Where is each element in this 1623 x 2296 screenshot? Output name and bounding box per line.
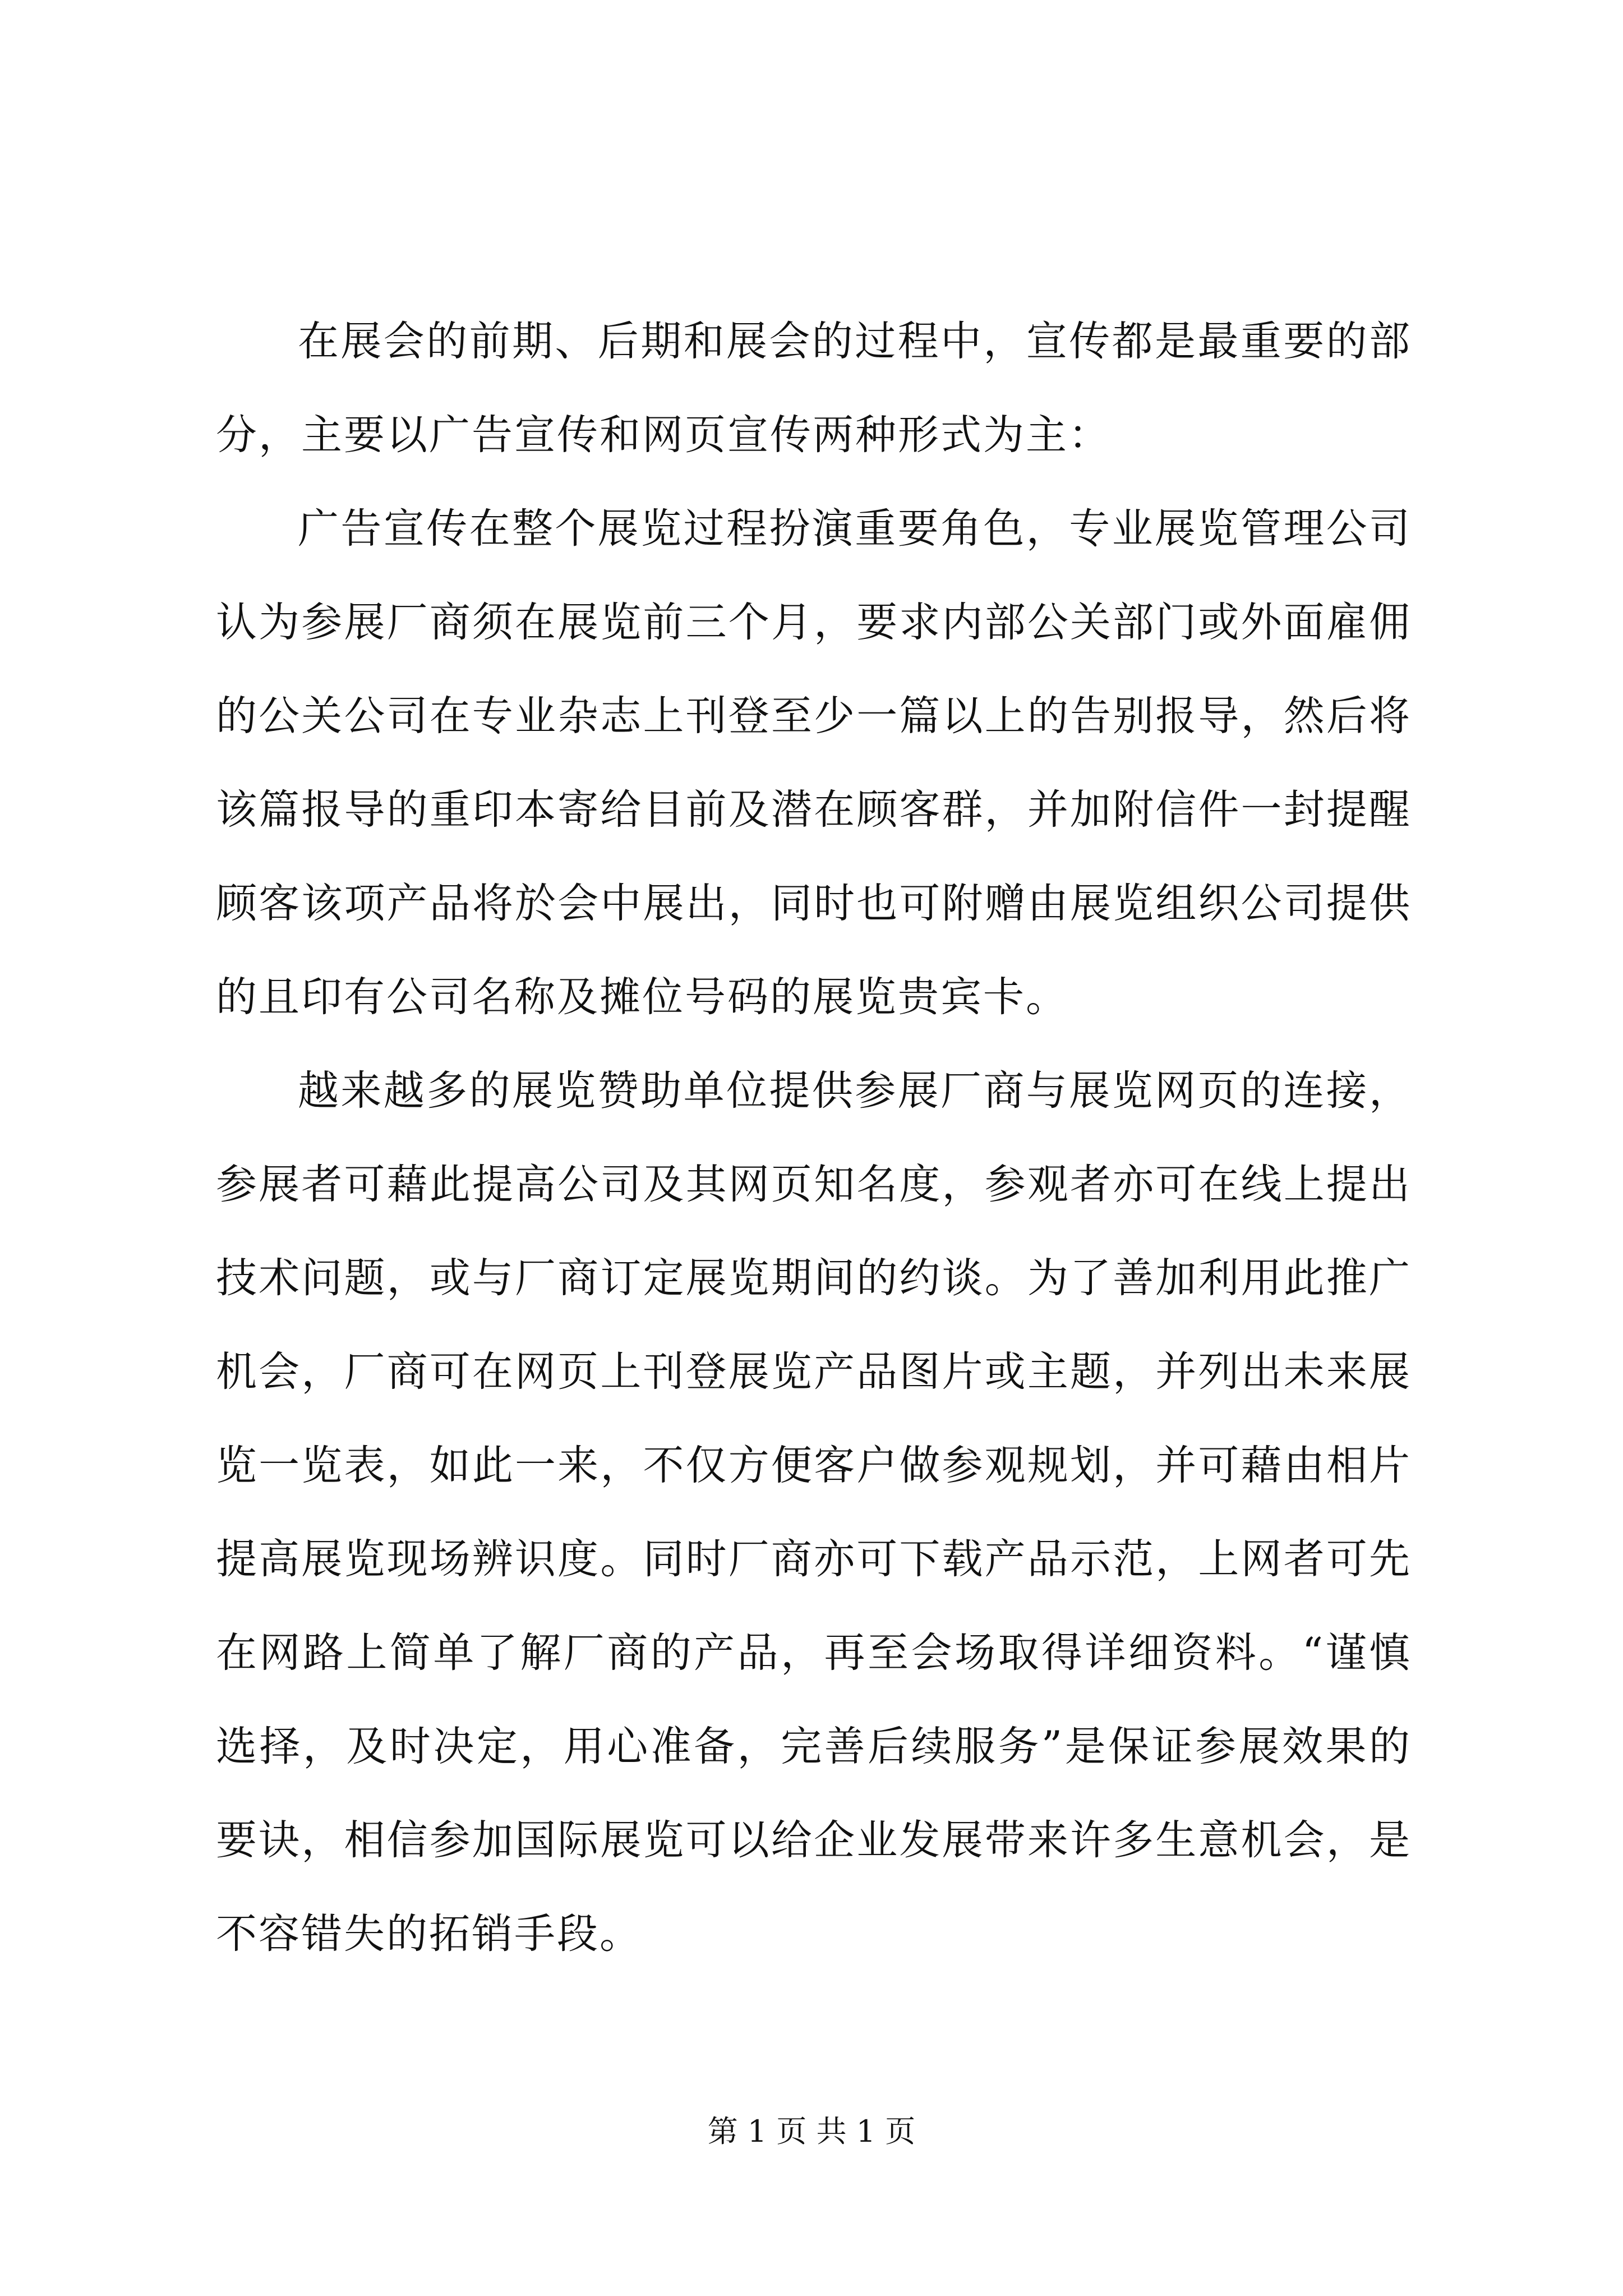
paragraph-advertising: 广告宣传在整个展览过程扮演重要角色，专业展览管理公司认为参展厂商须在展览前三个月，要求内部公关部门或外面雇佣的公关公司在专业杂志上刊登至少一篇以上的告别报导，然后将该篇报导的重印本寄给目前及潜在顾客群，并加附信件一封提醒顾客该项产品将於会中展出，同时也可附赠由展览组织公司提供的且印有公司名称及摊位号码的展览贵宾卡。 (216, 505, 1412, 1021)
paragraph-publicity-intro: 在展会的前期、后期和展会的过程中，宣传都是最重要的部分，主要以广告宣传和网页宣传两种形式为主： (216, 318, 1412, 459)
document-body (216, 295, 1412, 1981)
page-footer: 第 1 页 共 1 页 (707, 2114, 916, 2149)
paragraph-web-publicity: 越来越多的展览赞助单位提供参展厂商与展览网页的连接，参展者可藉此提高公司及其网页知名度，参观者亦可在线上提出技术问题，或与厂商订定展览期间的约谈。为了善加利用此推广机会，厂商可在网页上刊登展览产品图片或主题，并列出未来展览一览表，如此一来，不仅方便客户做参观规划，并可藉由相片提高展览现场辨识度。同时厂商亦可下载产品示范，上网者可先在网路上简单了解厂商的产品，再至会场取得详细资料。“谨慎选择，及时决定，用心准备，完善后续服务”是保证参展效果的要诀，相信参加国际展览可以给企业发展带来许多生意机会，是不容错失的拓销手段。 (216, 1067, 1412, 1958)
